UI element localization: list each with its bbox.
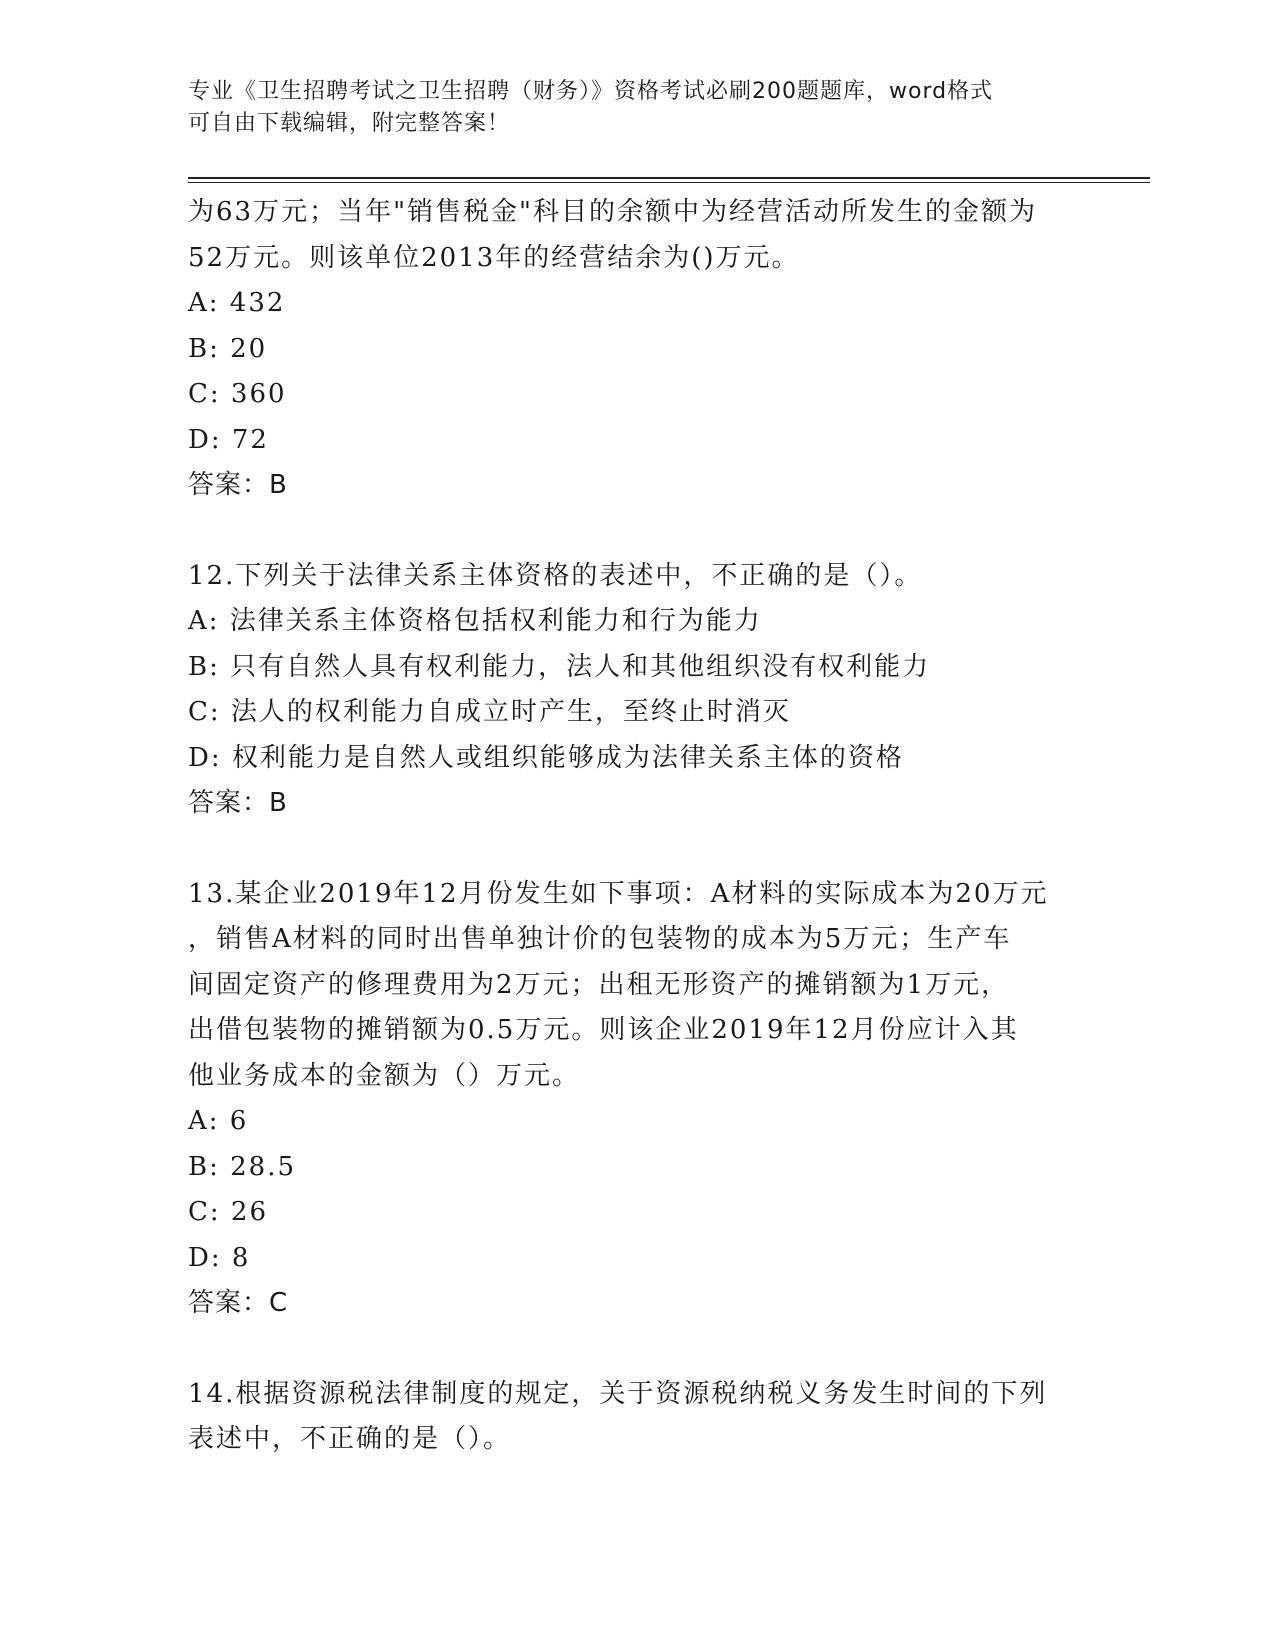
option-c: C: 360 bbox=[188, 379, 287, 409]
question-stem-line: 为63万元；当年"销售税金"科目的余额中为经营活动所发生的金额为 bbox=[188, 197, 1038, 227]
question-stem-line: 间固定资产的修理费用为2万元；出租无形资产的摊销额为1万元， bbox=[188, 969, 1010, 1000]
question-stem-line: 12.下列关于法律关系主体资格的表述中，不正确的是（）。 bbox=[188, 560, 923, 591]
option-a: A: 法律关系主体资格包括权利能力和行为能力 bbox=[188, 606, 762, 636]
header-rule-thin bbox=[188, 182, 1150, 183]
option-c: C: 26 bbox=[188, 1197, 269, 1227]
question-stem-line: 14.根据资源税法律制度的规定，关于资源税纳税义务发生时间的下列 bbox=[188, 1378, 1048, 1409]
question-13 bbox=[188, 872, 1088, 1327]
option-b: B: 只有自然人具有权利能力，法人和其他组织没有权利能力 bbox=[188, 651, 931, 682]
answer-line: 答案：B bbox=[188, 470, 288, 500]
header-title-line-1: 专业《卫生招聘考试之卫生招聘（财务）》资格考试必刷200题题库，word格式 bbox=[188, 79, 994, 104]
question-stem-line: 他业务成本的金额为（）万元。 bbox=[188, 1060, 581, 1091]
spacer bbox=[188, 827, 1088, 872]
question-stem-line: 出借包装物的摊销额为0.5万元。则该企业2019年12月份应计入其 bbox=[188, 1015, 1019, 1045]
document-header bbox=[188, 76, 1088, 140]
header-rule-thick bbox=[188, 177, 1150, 179]
spacer bbox=[188, 509, 1088, 554]
question-stem-line: ，销售A材料的同时出售单独计价的包装物的成本为5万元；生产车 bbox=[188, 924, 1012, 954]
question-12 bbox=[188, 554, 1088, 827]
question-14 bbox=[188, 1372, 1088, 1463]
option-b: B: 28.5 bbox=[188, 1151, 297, 1182]
spacer bbox=[188, 1327, 1088, 1372]
question-stem-line: 52万元。则该单位2013年的经营结余为()万元。 bbox=[188, 242, 800, 273]
option-d: D: 8 bbox=[188, 1242, 251, 1273]
question-stem-line: 表述中，不正确的是（）。 bbox=[188, 1424, 512, 1454]
header-title-line-2: 可自由下载编辑，附完整答案！ bbox=[188, 111, 511, 136]
document-body bbox=[188, 190, 1088, 1463]
option-b: B: 20 bbox=[188, 333, 268, 364]
answer-line: 答案：B bbox=[188, 788, 288, 818]
question-stem-line: 13.某企业2019年12月份发生如下事项：A材料的实际成本为20万元 bbox=[188, 878, 1049, 909]
answer-line: 答案：C bbox=[188, 1288, 289, 1318]
option-a: A: 6 bbox=[188, 1106, 249, 1136]
option-c: C: 法人的权利能力自成立时产生，至终止时消灭 bbox=[188, 697, 791, 727]
question-11 bbox=[188, 190, 1088, 509]
option-d: D: 权利能力是自然人或组织能够成为法律关系主体的资格 bbox=[188, 742, 904, 773]
option-a: A: 432 bbox=[188, 288, 286, 318]
option-d: D: 72 bbox=[188, 424, 269, 455]
